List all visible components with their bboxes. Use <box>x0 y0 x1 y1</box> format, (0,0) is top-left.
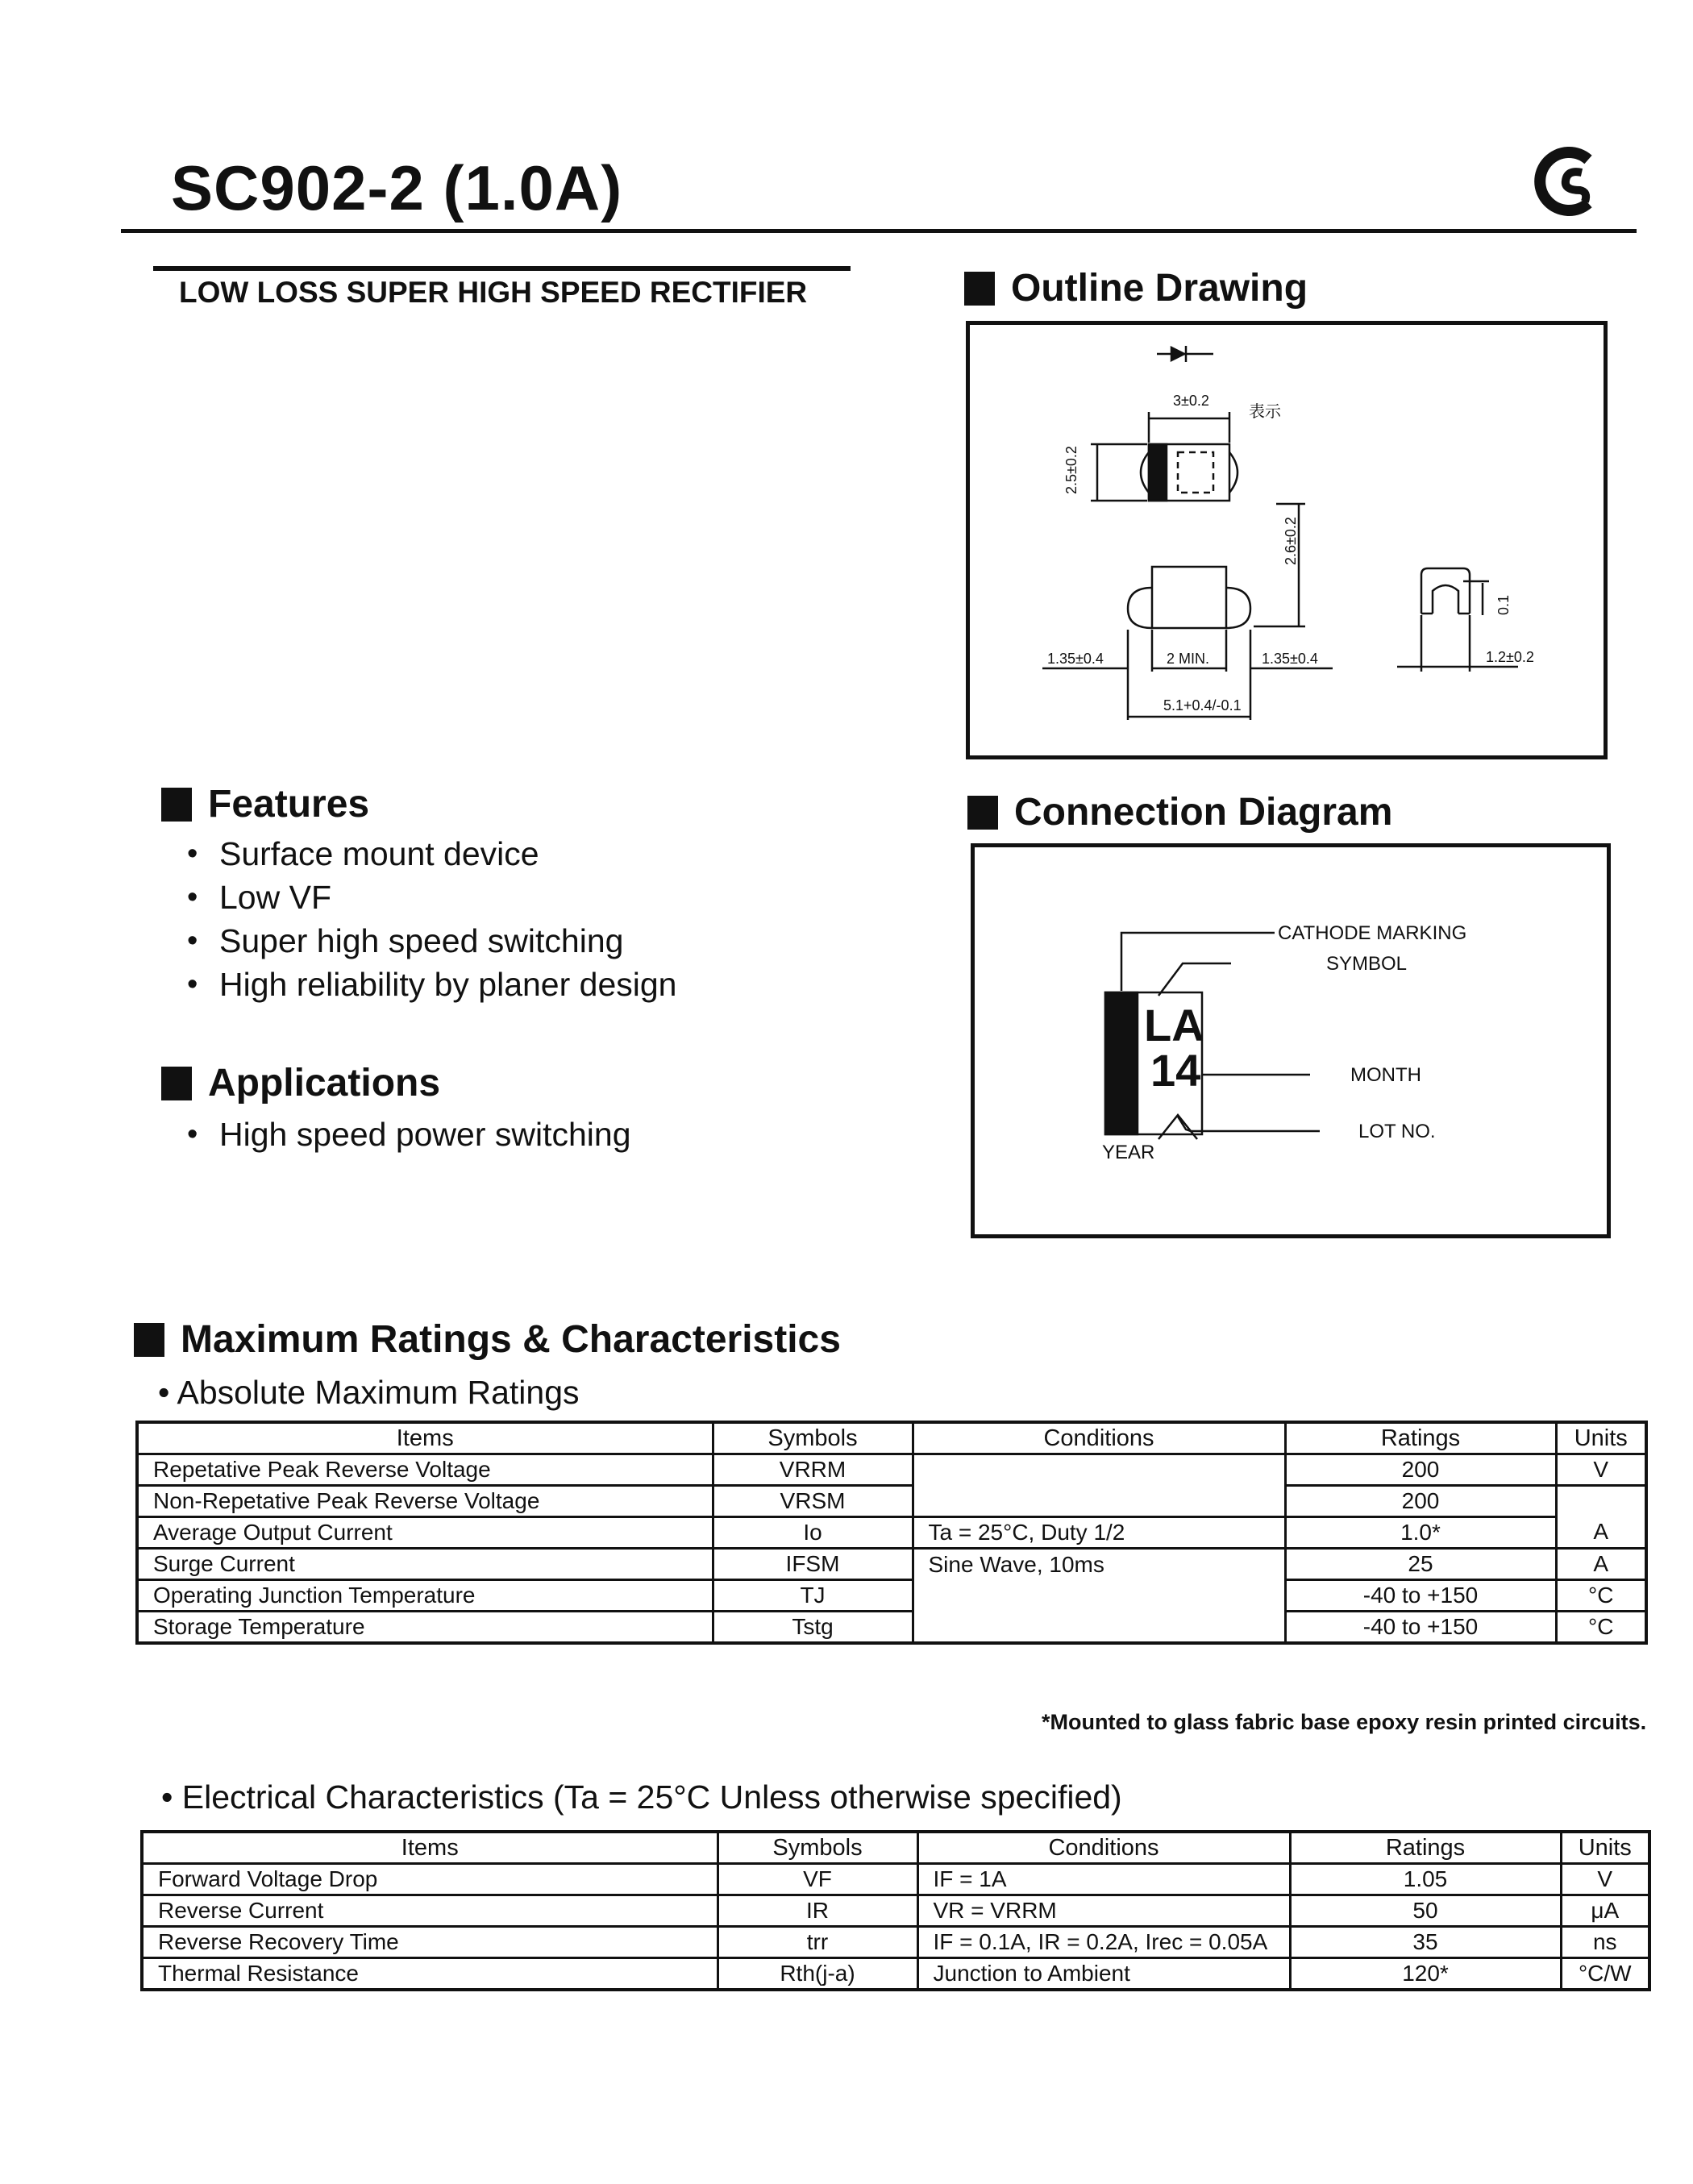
cell-unit: ns <box>1561 1927 1649 1958</box>
page-subtitle: LOW LOSS SUPER HIGH SPEED RECTIFIER <box>179 276 808 309</box>
cell-item: Operating Junction Temperature <box>137 1580 713 1612</box>
connection-heading <box>967 790 1392 834</box>
cell-rating: 25 <box>1285 1549 1556 1580</box>
col-header: Items <box>142 1832 718 1864</box>
cell-item: Storage Temperature <box>137 1612 713 1644</box>
features-heading-text: Features <box>208 783 370 826</box>
dim-height-left: 2.5±0.2 <box>1063 446 1079 494</box>
dim-mark-label: 表示 <box>1249 403 1281 421</box>
cell-symbol: trr <box>718 1927 917 1958</box>
label-lot: LOT NO. <box>1358 1121 1436 1142</box>
section-square-icon <box>967 796 998 830</box>
cell-symbol: Tstg <box>713 1612 913 1644</box>
table-row <box>137 1454 1646 1486</box>
cell-item: Forward Voltage Drop <box>142 1864 718 1895</box>
connection-heading-text: Connection Diagram <box>1014 791 1393 834</box>
features-heading <box>161 782 369 826</box>
header-rule <box>121 229 1637 233</box>
cell-symbol: IR <box>718 1895 917 1927</box>
outline-drawing-box <box>966 321 1608 759</box>
label-cathode: CATHODE MARKING <box>1278 922 1467 944</box>
cell-unit: V <box>1561 1864 1649 1895</box>
ratings-footnote: *Mounted to glass fabric base epoxy resin printed circuits. <box>1042 1710 1647 1734</box>
cell-symbol: TJ <box>713 1580 913 1612</box>
table-header-row <box>137 1422 1646 1454</box>
table-header-row <box>142 1832 1649 1864</box>
cell-cond <box>913 1580 1285 1612</box>
cell-cond: Junction to Ambient <box>917 1958 1290 1991</box>
cell-symbol: Io <box>713 1517 913 1549</box>
col-header: Ratings <box>1285 1422 1556 1454</box>
table-row <box>142 1958 1649 1991</box>
cell-unit: μA <box>1561 1895 1649 1927</box>
cell-cond: VR = VRRM <box>917 1895 1290 1927</box>
subtitle-rule <box>153 266 851 271</box>
cell-rating: 50 <box>1290 1895 1561 1927</box>
dim-lead-left: 1.35±0.4 <box>1047 651 1104 667</box>
cell-symbol: IFSM <box>713 1549 913 1580</box>
applications-list <box>187 1113 631 1156</box>
outline-drawing <box>970 325 1604 755</box>
cell-symbol: VRSM <box>713 1486 913 1517</box>
cell-rating: 200 <box>1285 1454 1556 1486</box>
cell-unit: °C <box>1556 1612 1646 1644</box>
cell-rating: 1.0* <box>1285 1517 1556 1549</box>
mark-line-2: 14 <box>1150 1045 1201 1096</box>
cell-rating: 35 <box>1290 1927 1561 1958</box>
col-header: Symbols <box>718 1832 917 1864</box>
cell-cond: IF = 0.1A, IR = 0.2A, Irec = 0.05A <box>917 1927 1290 1958</box>
col-header: Units <box>1556 1422 1646 1454</box>
cell-item: Surge Current <box>137 1549 713 1580</box>
outline-heading <box>964 266 1308 310</box>
col-header: Conditions <box>917 1832 1290 1864</box>
cell-symbol: VRRM <box>713 1454 913 1486</box>
cell-item: Non-Repetative Peak Reverse Voltage <box>137 1486 713 1517</box>
table-row <box>142 1895 1649 1927</box>
list-item: • Low VF <box>187 876 676 919</box>
col-header: Ratings <box>1290 1832 1561 1864</box>
connection-diagram-box <box>971 843 1611 1238</box>
cell-cond <box>913 1454 1285 1486</box>
cell-symbol: Rth(j-a) <box>718 1958 917 1991</box>
col-header: Conditions <box>913 1422 1285 1454</box>
table-row <box>137 1612 1646 1644</box>
cell-rating: 1.05 <box>1290 1864 1561 1895</box>
ratings-heading <box>134 1317 841 1362</box>
cell-cond: IF = 1A <box>917 1864 1290 1895</box>
cell-cond: Sine Wave, 10ms <box>913 1549 1285 1580</box>
cell-item: Average Output Current <box>137 1517 713 1549</box>
label-symbol: SYMBOL <box>1326 953 1408 975</box>
outline-heading-text: Outline Drawing <box>1011 267 1308 310</box>
abs-ratings-table <box>135 1421 1648 1645</box>
cell-rating: -40 to +150 <box>1285 1580 1556 1612</box>
applications-heading <box>161 1061 440 1105</box>
list-item: • High speed power switching <box>187 1113 631 1156</box>
label-year: YEAR <box>1102 1142 1155 1163</box>
cell-unit: V <box>1556 1454 1646 1486</box>
section-square-icon <box>964 272 995 306</box>
col-header: Items <box>137 1422 713 1454</box>
dim-end-thk: 0.1 <box>1495 594 1512 615</box>
connection-diagram <box>975 847 1607 1234</box>
table-row <box>142 1927 1649 1958</box>
electrical-table <box>140 1830 1651 1991</box>
features-list <box>187 832 676 1006</box>
table-row <box>137 1580 1646 1612</box>
cell-cond <box>913 1612 1285 1644</box>
cell-unit: A <box>1556 1549 1646 1580</box>
company-logo-icon <box>1532 145 1604 218</box>
col-header: Units <box>1561 1832 1649 1864</box>
cell-item: Reverse Current <box>142 1895 718 1927</box>
dim-height-right: 2.6±0.2 <box>1283 517 1299 565</box>
cell-cond <box>913 1486 1285 1517</box>
dim-end-width: 1.2±0.2 <box>1486 649 1534 665</box>
cell-item: Reverse Recovery Time <box>142 1927 718 1958</box>
cell-symbol: VF <box>718 1864 917 1895</box>
dim-lead-right: 1.35±0.4 <box>1262 651 1318 667</box>
page-title: SC902-2 (1.0A) <box>171 152 623 223</box>
dim-overall: 5.1+0.4/-0.1 <box>1163 697 1242 713</box>
cell-unit: °C/W <box>1561 1958 1649 1991</box>
mark-line-1: LA <box>1144 1000 1204 1050</box>
list-item: • Super high speed switching <box>187 919 676 963</box>
cell-rating: 120* <box>1290 1958 1561 1991</box>
cell-unit: A <box>1556 1517 1646 1549</box>
ratings-heading-text: Maximum Ratings & Characteristics <box>181 1318 841 1361</box>
section-square-icon <box>134 1323 164 1357</box>
cell-rating: 200 <box>1285 1486 1556 1517</box>
electrical-title: • Electrical Characteristics (Ta = 25°C Unless otherwise specified) <box>161 1778 1122 1816</box>
section-square-icon <box>161 1067 192 1100</box>
dim-gap-mid: 2 MIN. <box>1167 651 1210 667</box>
col-header: Symbols <box>713 1422 913 1454</box>
table-row <box>137 1549 1646 1580</box>
list-item: • High reliability by planer design <box>187 963 676 1006</box>
cell-rating: -40 to +150 <box>1285 1612 1556 1644</box>
table-row <box>137 1486 1646 1517</box>
cell-unit: °C <box>1556 1580 1646 1612</box>
section-square-icon <box>161 788 192 822</box>
cell-unit <box>1556 1486 1646 1517</box>
cell-item: Repetative Peak Reverse Voltage <box>137 1454 713 1486</box>
abs-ratings-title: • Absolute Maximum Ratings <box>158 1374 580 1412</box>
table-row <box>137 1517 1646 1549</box>
cell-cond: Ta = 25°C, Duty 1/2 <box>913 1517 1285 1549</box>
cell-item: Thermal Resistance <box>142 1958 718 1991</box>
table-row <box>142 1864 1649 1895</box>
dim-width-top: 3±0.2 <box>1173 393 1209 409</box>
label-month: MONTH <box>1350 1064 1421 1086</box>
list-item: • Surface mount device <box>187 832 676 876</box>
applications-heading-text: Applications <box>208 1062 441 1104</box>
